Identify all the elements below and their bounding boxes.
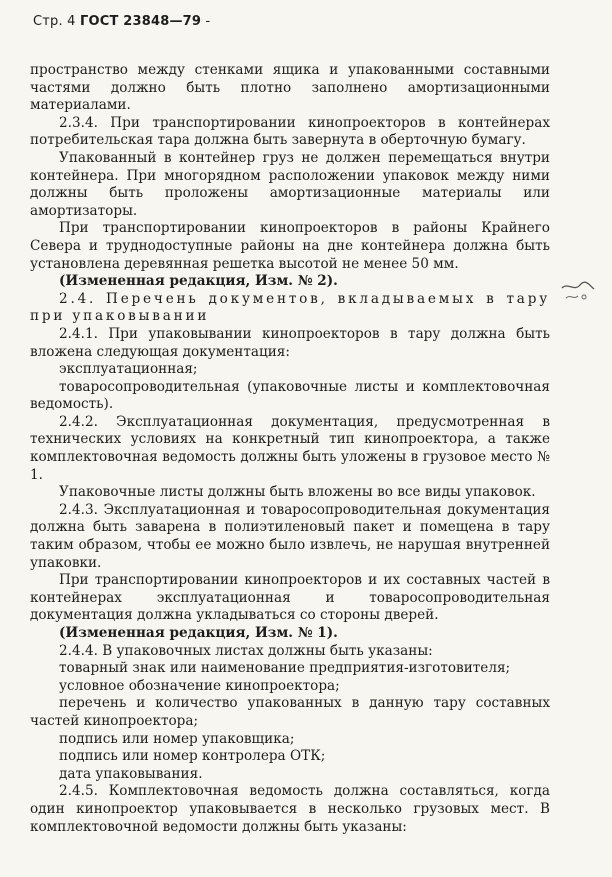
paragraph: 2.4.4. В упаковочных листах должны быть указаны: (59, 642, 433, 659)
paragraph: 2.3.4. При транспортировании кинопроекторов в контейнерах потребительская тара должна быть завернута в оберточную бумагу. (30, 114, 550, 149)
paragraph: подпись или номер упаковщика; (59, 730, 295, 747)
section-heading: 2.4. Перечень документов, вкладываемых в тару при упаковывании (30, 290, 550, 325)
standard-number: ГОСТ 23848—79 (79, 14, 202, 29)
paragraph: эксплуатационная; (59, 361, 198, 378)
paragraph: товарный знак или наименование предприятия-изготовителя; (59, 660, 511, 677)
paragraph: 2.4.3. Эксплуатационная и товаросопроводительная документация должна быть заварена в полиэтиленовый пакет и помещена в тару таким образом, чтобы ее можно было извлечь, не нарушая внутренней упаковки. (30, 501, 550, 571)
paragraph: 2.4.1. При упаковывании кинопроекторов в тару должна быть вложена следующая документация: (30, 325, 550, 360)
paragraph: дата упаковывания. (59, 765, 203, 782)
paragraph: товаросопроводительная (упаковочные листы и комплектовочная ведомость). (30, 378, 550, 413)
page-number: Стр. 4 (33, 14, 76, 29)
paragraph: перечень и количество упакованных в данную тару составных частей кинопроектора; (30, 695, 550, 729)
paragraph: условное обозначение кинопроектора; (59, 677, 340, 694)
revision-note: (Измененная редакция, Изм. № 2). (59, 273, 338, 290)
header-dash: - (205, 14, 211, 29)
paragraph: Упаковочные листы должны быть вложены во все виды упаковок. (59, 484, 536, 501)
paragraph: При транспортировании кинопроекторов и их составных частей в контейнерах эксплуатационная и товаросопроводительная документация должна укладываться со стороны дверей. (30, 572, 550, 624)
paragraph: 2.4.5. Комплектовочная ведомость должна составляться, когда один кинопроектор упаковывается в несколько грузовых мест. В комплектовочной ведомости должны быть указаны: (30, 783, 550, 835)
paragraph: Упакованный в контейнер груз не должен перемещаться внутри контейнера. При многорядном расположении упаковок между ними должны быть проложены амортизационные материалы или амортизаторы. (30, 149, 550, 219)
document-body (30, 62, 550, 836)
paragraph: При транспортировании кинопроекторов в районы Крайнего Севера и труднодоступные районы на дне контейнера должна быть установлена деревянная решетка высотой не менее 50 мм. (30, 220, 550, 272)
revision-note: (Измененная редакция, Изм. № 1). (59, 625, 338, 641)
paragraph: подпись или номер контролера ОТК; (59, 748, 326, 765)
page-header (33, 14, 210, 29)
margin-handwritten-mark (560, 276, 596, 307)
handwritten-mark-icon (560, 276, 596, 304)
paragraph: 2.4.2. Эксплуатационная документация, предусмотренная в технических условиях на конкретный тип кинопроектора, а также комплектовочная ведомость должны быть уложены в грузовое место № 1. (30, 413, 550, 483)
paragraph: пространство между стенками ящика и упакованными составными частями должно быть плотно заполнено амортизационными материалами. (30, 62, 550, 114)
